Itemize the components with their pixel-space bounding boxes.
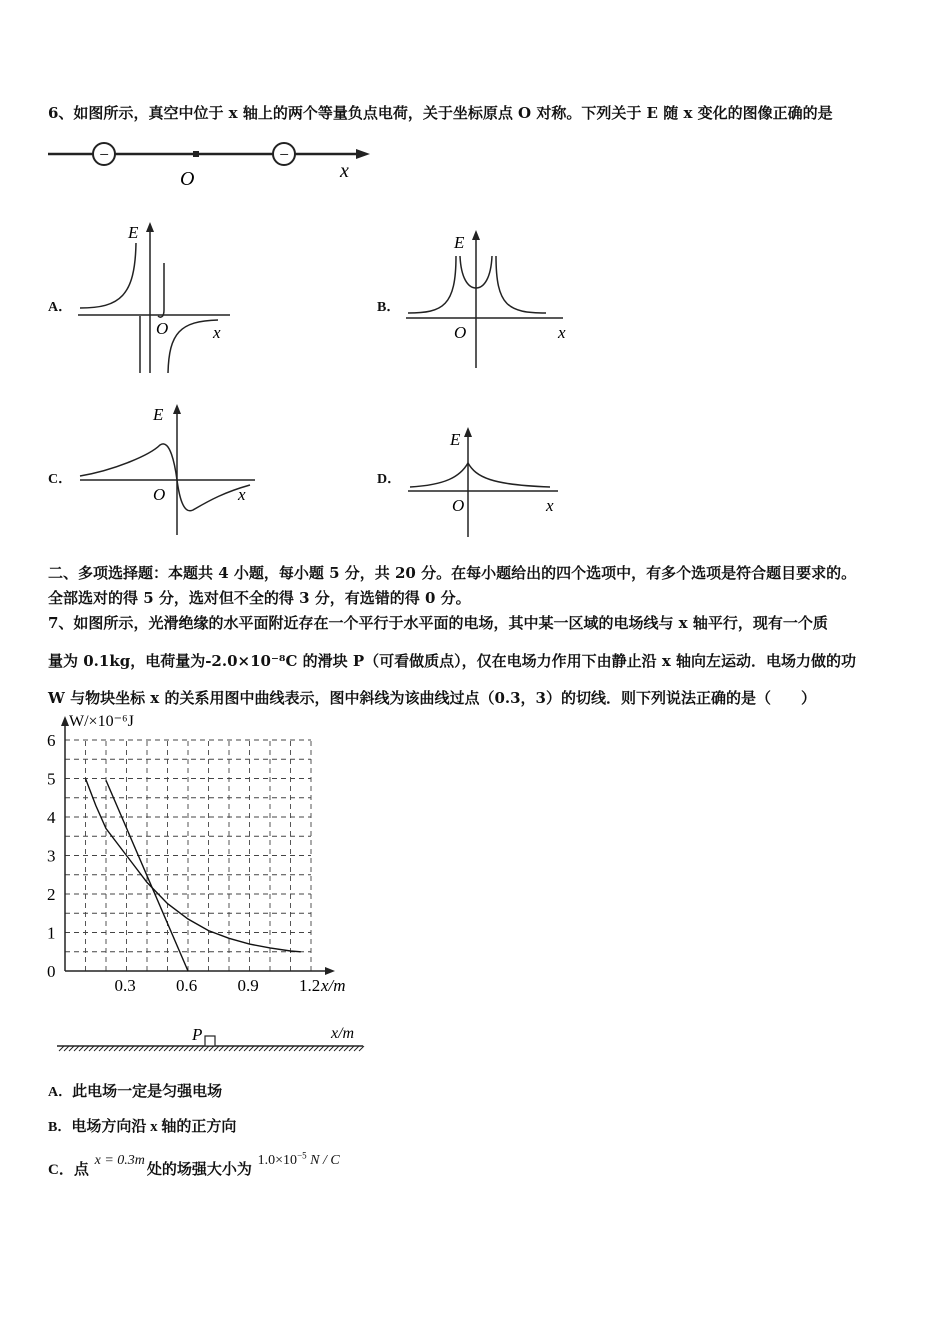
x-tick-label: 0.3 [114,976,136,995]
svg-text:x: x [558,323,566,342]
q6-option-b-label[interactable]: B． [377,300,401,315]
q6-stem: 6、如图所示，真空中位于 x 轴上的两个等量负点电荷，关于坐标原点 O 对称。下列关于 E 随 x 变化的图像正确的是 [48,104,833,122]
x-tick-label: 0.9 [237,976,259,995]
y-tick-label: 6 [47,731,56,750]
q6-axis-diagram [40,135,380,190]
svg-text:E: E [450,430,461,449]
svg-text:O: O [454,323,467,342]
svg-text:E: E [454,233,465,252]
svg-text:E: E [128,223,139,242]
x-tick-label: 0.6 [176,976,198,995]
q7-option-b[interactable]: B．电场方向沿 x 轴的正方向 [48,1119,237,1135]
slider-diagram [55,1020,375,1060]
y-tick-label: 4 [47,808,56,827]
w-curve [86,779,301,952]
svg-text:−: − [279,145,289,164]
origin-dot [193,151,199,157]
x-axis-title: x/m [321,976,346,995]
section2-line2: 全部选对的得 5 分，选对但不全的得 3 分，有选错的得 0 分。 [48,589,471,607]
q7-option-c[interactable]: C．点 x = 0.3m处的场强大小为 $1.0\times 10^{-5}$ N / C [48,1150,340,1178]
left-charge-icon [93,143,115,165]
section2-line1: 二、多项选择题：本题共 4 小题，每小题 5 分，共 20 分。在每小题给出的四个选项中，有多个选项是符合题目要求的。 [48,564,857,582]
slider-label: P [192,1025,203,1044]
svg-text:x: x [213,323,221,342]
axis-label: x [340,160,349,182]
w-x-chart [40,715,380,1000]
q7-line2: 量为 0.1kg，电荷量为-2.0×10⁻⁸C 的滑块 P（可看做质点），仅在电场力作用下由静止沿 x 轴向左运动．电场力做的功 [48,652,857,670]
x-axis-arrow [325,967,335,975]
slider-axis-label: x/m [331,1025,355,1042]
right-charge-icon [273,143,295,165]
q6-option-a-label[interactable]: A． [48,300,73,315]
svg-text:x: x [238,485,246,504]
x-tick-label: 1.2 [299,976,321,995]
svg-text:E: E [153,405,164,424]
q7-option-c-math2: $1.0\times 10^{-5}$ N / C [257,1150,340,1168]
svg-text:x: x [546,496,554,515]
y-tick-label: 1 [47,923,56,943]
q7-line1: 7、如图所示，光滑绝缘的水平面附近存在一个平行于水平面的电场，其中某一区域的电场线与 x 轴平行，现有一个质 [48,614,828,632]
svg-text:−: − [99,145,109,164]
svg-text:O: O [156,319,169,338]
origin-label: O [180,168,195,190]
svg-text:O: O [153,485,166,504]
q6-graph-a [70,218,240,378]
y-tick-label: 2 [47,885,56,904]
y-tick-label: 0 [47,962,56,981]
y-tick-label: 5 [47,769,56,789]
y-tick-label: 3 [47,846,56,866]
q7-option-a[interactable]: A．此电场一定是匀强电场 [48,1084,223,1100]
svg-text:O: O [452,496,465,515]
q6-graph-c [75,400,265,540]
q6-option-c-label[interactable]: C． [48,472,73,487]
q7-option-c-math1: x = 0.3m [94,1153,145,1168]
q6-graph-d [400,425,570,545]
y-axis-arrow [61,716,69,726]
q6-option-d-label[interactable]: D． [377,472,402,487]
y-axis-title: W/×10⁻⁶J [69,713,134,730]
q6-graph-b [398,228,578,373]
slider-block [205,1036,215,1046]
q7-line3: W 与物块坐标 x 的关系用图中曲线表示，图中斜线为该曲线过点（0.3，3）的切线．则下列说法正确的是（ ） [48,689,816,707]
